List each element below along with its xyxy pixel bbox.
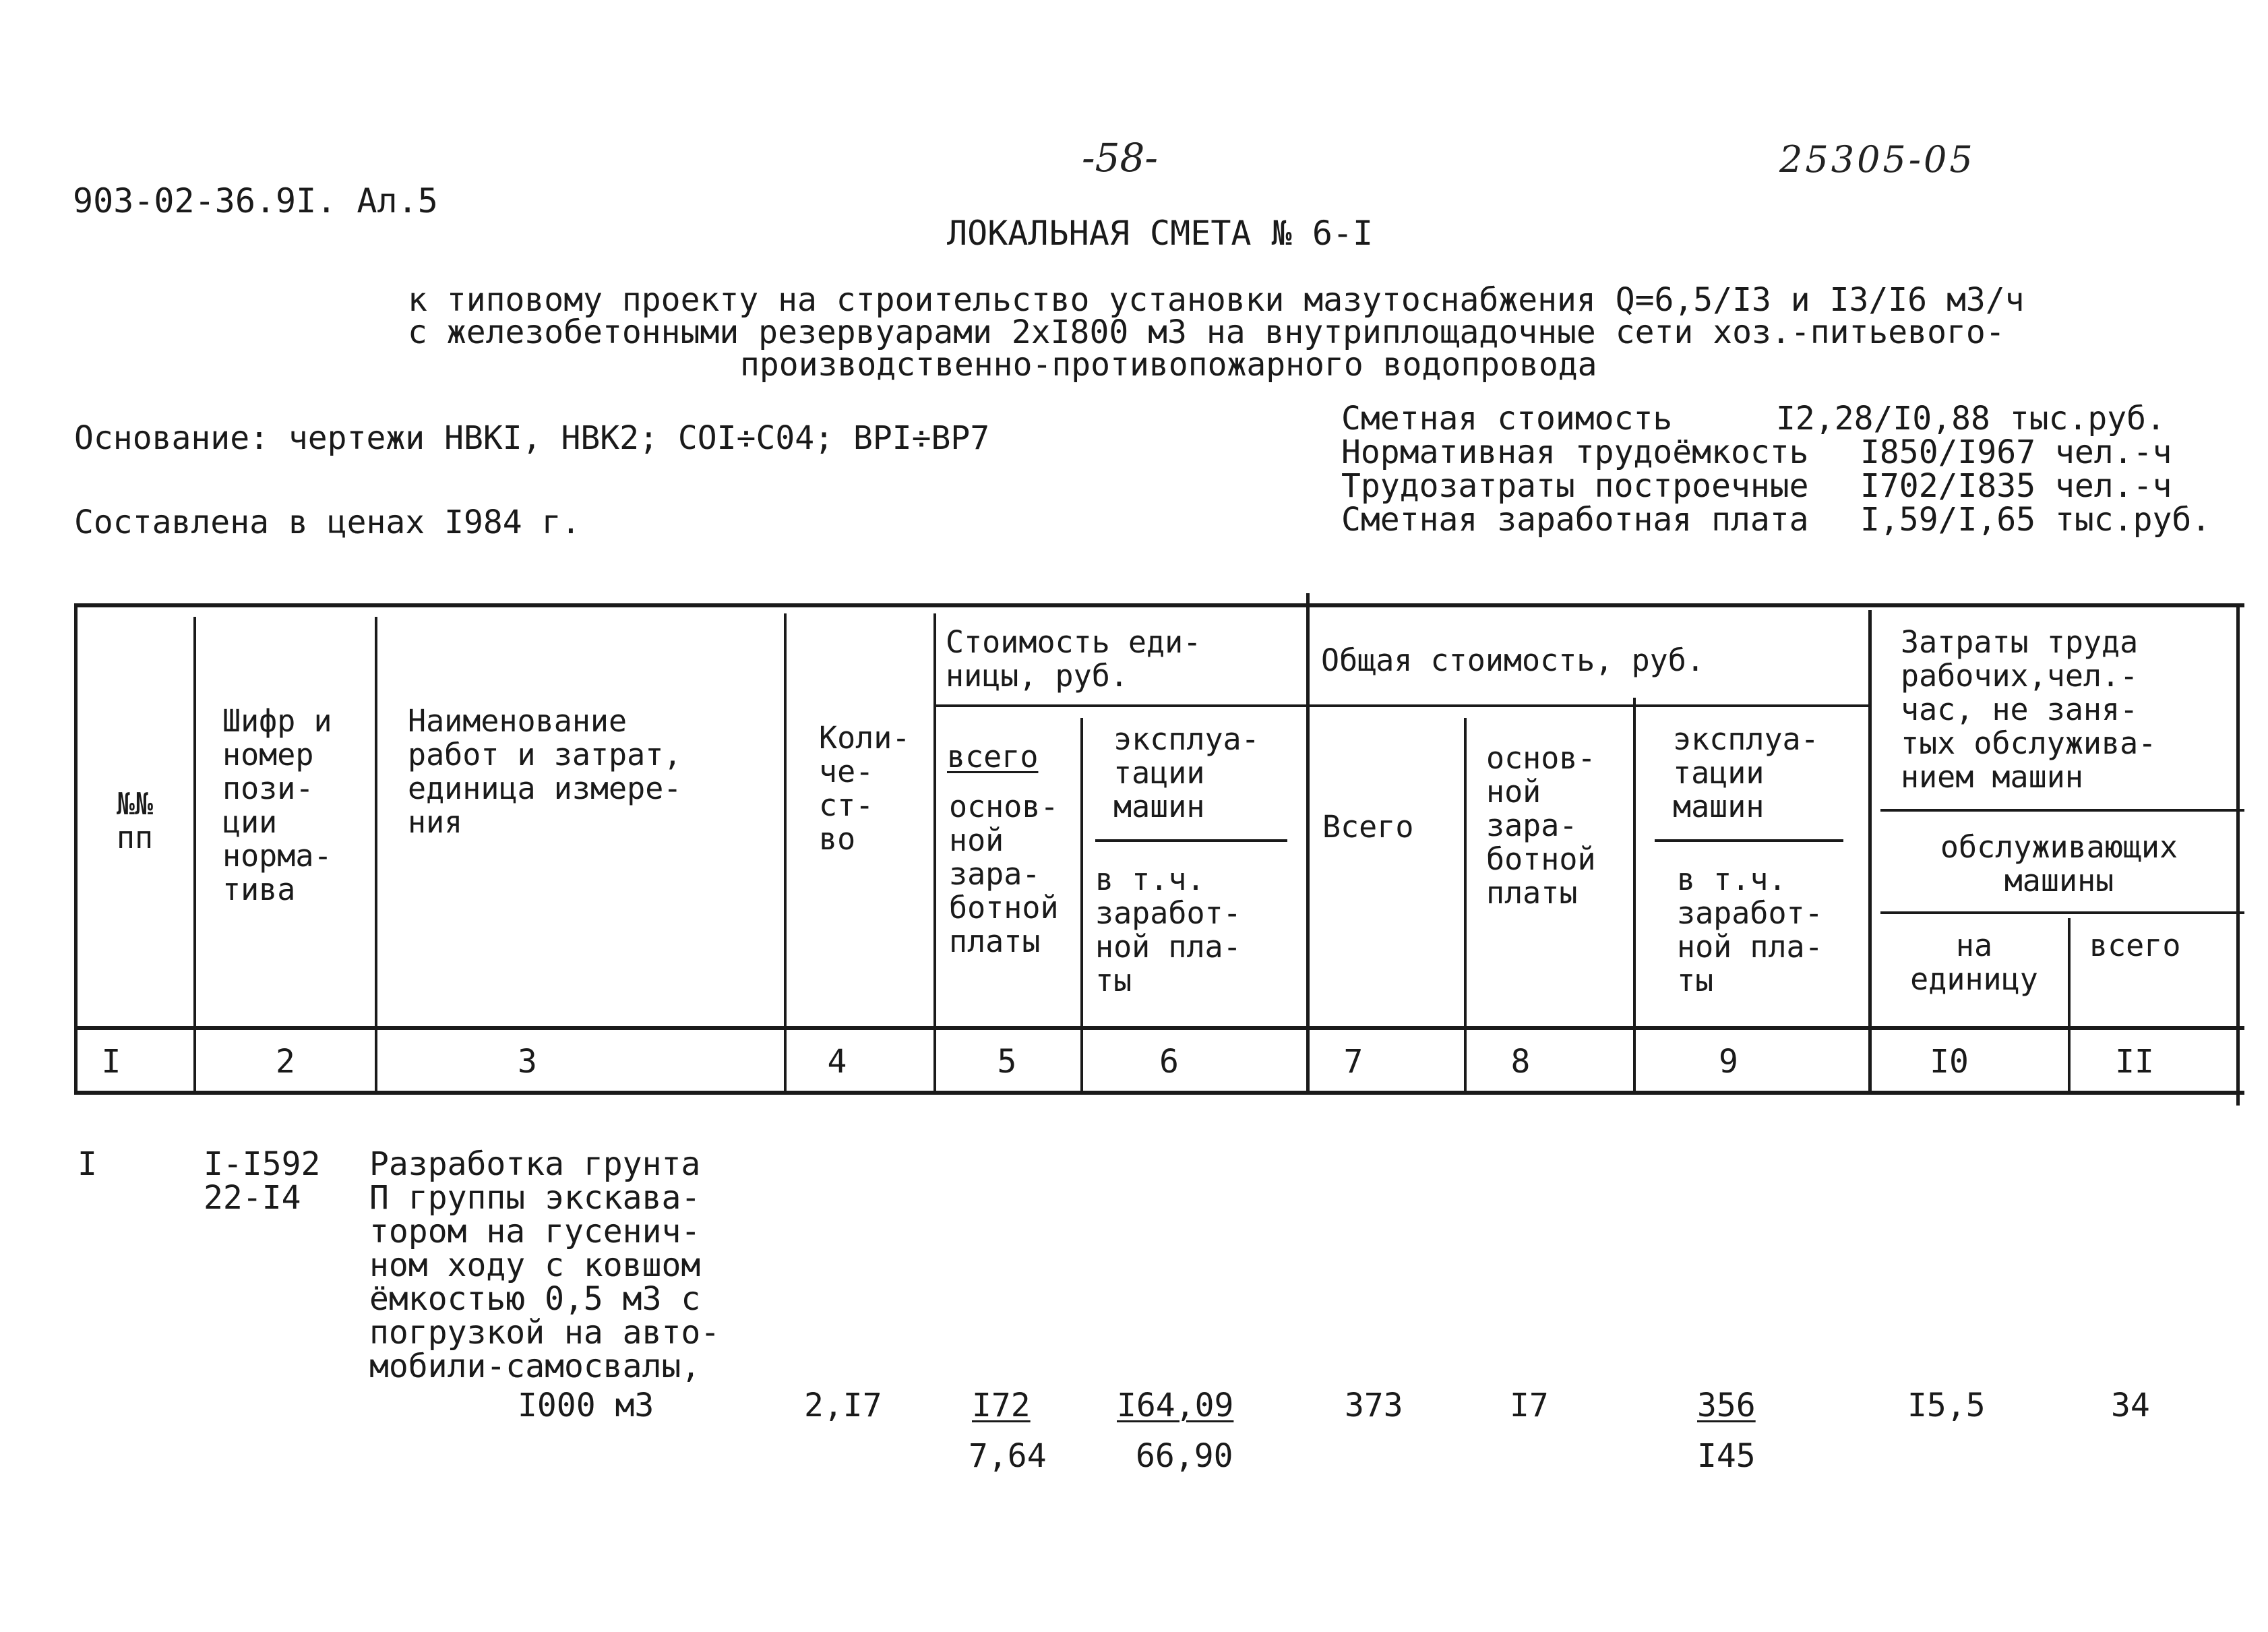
header-total-wage: основ- ной зара- ботной платы	[1486, 740, 1596, 911]
col-border-8	[1633, 698, 1636, 1095]
album-reference: 903-02-36.9I. Ал.5	[73, 181, 438, 220]
row-unit-total: I72	[972, 1387, 1031, 1424]
header-norm-code: Шифр и номер пози- ции норма- тива	[222, 703, 332, 907]
col-number-2: 2	[276, 1043, 295, 1081]
col-border-9	[1868, 610, 1872, 1095]
col-number-6: 6	[1159, 1043, 1179, 1081]
summary-value-3: I702/I835 чел.-ч	[1860, 467, 2172, 505]
table-bottom-border	[74, 1091, 2244, 1095]
row-labor-total: 34	[2111, 1387, 2150, 1424]
header-total-cost: Общая стоимость, руб.	[1321, 642, 1705, 678]
col6-split-rule	[1095, 839, 1287, 842]
row-work-name: Разработка грунта П группы экскава- тором на гусенич- ном ходу с ковшом ёмкостью 0,5 м3 с погрузкой на авто- мобили-самосвалы,	[369, 1145, 721, 1385]
summary-value-4: I,59/I,65 тыс.руб.	[1860, 501, 2211, 539]
table-header-rule	[74, 1026, 2244, 1030]
header-labor-workers: Затраты труда рабочих,чел.- час, не заня- тых обслужива- нием машин	[1901, 624, 2157, 795]
col-number-5: 5	[997, 1043, 1017, 1081]
header-labor-per-unit: на единицу	[1910, 928, 2038, 997]
header-unit-machines-wage: в т.ч. заработ- ной пла- ты	[1095, 862, 1242, 998]
header-row-number: №№ пп	[116, 786, 154, 855]
labor-rule-2	[1880, 911, 2244, 914]
header-labor-machine-operators: обслуживающих машины	[1940, 829, 2178, 899]
col-border-6	[1306, 593, 1310, 1095]
table-top-border	[74, 603, 2244, 607]
total-cost-rule	[1308, 704, 1870, 707]
header-labor-total: всего	[2089, 928, 2181, 963]
header-quantity: Коли- че- ст- во	[819, 720, 911, 857]
header-total-machines: эксплуа- тации машин	[1673, 721, 1819, 824]
row-total-machines-wage: I45	[1697, 1437, 1756, 1475]
col9-split-rule	[1655, 839, 1843, 842]
summary-value-2: I850/I967 чел.-ч	[1860, 433, 2172, 471]
col-border-5	[1080, 718, 1083, 1095]
col-border-4	[933, 613, 936, 1095]
row-quantity: 2,I7	[804, 1387, 882, 1424]
row-total-machines: 356	[1697, 1387, 1756, 1424]
header-unit-cost: Стоимость еди- ницы, руб.	[946, 624, 1202, 694]
row-labor-per-unit: I5,5	[1907, 1387, 1986, 1424]
row-unit-wage: 7,64	[969, 1437, 1047, 1475]
col-number-4: 4	[827, 1043, 847, 1081]
unit-cost-rule	[933, 704, 1308, 707]
subtitle-line-2: с железобетонными резервуарами 2xI800 м3 на внутриплощадочные сети хоз.-питьевого-	[408, 313, 2005, 351]
row-total: 373	[1345, 1387, 1403, 1424]
prices-year: Составлена в ценах I984 г.	[74, 504, 581, 541]
summary-label-1: Сметная стоимость	[1341, 400, 1673, 437]
header-unit-machines: эксплуа- тации машин	[1113, 721, 1260, 824]
col-border-1	[193, 617, 196, 1095]
col-number-3: 3	[518, 1043, 537, 1081]
labor-rule-1	[1880, 809, 2244, 812]
header-total-machines-wage: в т.ч. заработ- ной пла- ты	[1677, 862, 1823, 998]
row-unit: I000 м3	[518, 1387, 654, 1424]
summary-label-2: Нормативная трудоёмкость	[1341, 433, 1809, 471]
summary-label-4: Сметная заработная плата	[1341, 501, 1809, 539]
row-norm-code: I-I592 22-I4	[204, 1145, 321, 1217]
row-unit-machines-wage: 66,90	[1136, 1437, 1233, 1475]
row-number: I	[78, 1145, 97, 1183]
col-border-7	[1464, 718, 1467, 1095]
header-total: Всего	[1322, 809, 1414, 845]
col-number-11: II	[2115, 1043, 2154, 1081]
estimate-title: ЛОКАЛЬНАЯ СМЕТА № 6-I	[947, 214, 1374, 253]
col-number-9: 9	[1719, 1043, 1738, 1081]
row-total-wage: I7	[1510, 1387, 1549, 1424]
page-number: -58-	[1082, 135, 1158, 181]
subtitle-line-1: к типовому проекту на строительство установки мазутоснабжения Q=6,5/I3 и I3/I6 м3/ч	[408, 281, 2025, 319]
col-number-7: 7	[1343, 1043, 1363, 1081]
subtitle-line-3: производственно-противопожарного водопровода	[740, 346, 1597, 384]
col-border-2	[375, 617, 377, 1095]
row-unit-machines: I64,09	[1117, 1387, 1234, 1424]
basis: Основание: чертежи НВКI, НВК2; СОI÷С04; ВРI÷ВР7	[74, 419, 990, 457]
header-unit-total: всего	[947, 739, 1039, 775]
header-unit-wage: основ- ной зара- ботной платы	[949, 789, 1059, 959]
summary-value-1: I2,28/I0,88 тыс.руб.	[1776, 400, 2166, 437]
col-border-3	[784, 613, 787, 1095]
document-code: 25305-05	[1779, 138, 1975, 181]
header-work-name: Наименование работ и затрат, единица измере- ния	[408, 703, 682, 840]
col-number-10: I0	[1930, 1043, 1969, 1081]
col-number-1: I	[101, 1043, 121, 1081]
summary-label-3: Трудозатраты построечные	[1341, 467, 1809, 505]
col-number-8: 8	[1510, 1043, 1531, 1081]
